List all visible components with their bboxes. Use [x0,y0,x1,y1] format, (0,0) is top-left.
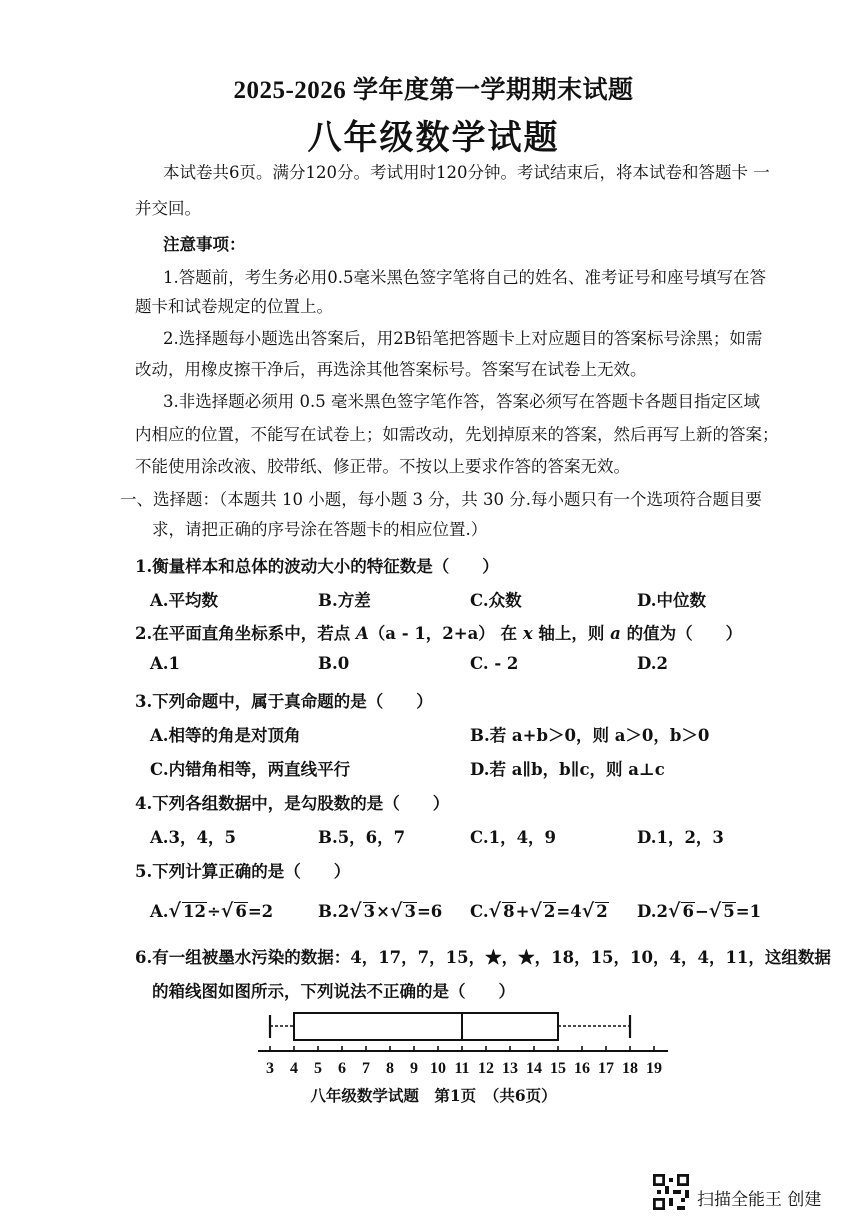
note-3b: 内相应的位置，不能写在试卷上；如需改动，先划掉原来的答案，然后再写上新的答案； [135,425,779,444]
axis-tick-label: 3 [266,1060,274,1077]
axis-tick-label: 15 [550,1060,566,1077]
question-6-line-2: 的箱线图如图所示，下列说法不正确的是（ ） [152,982,515,1001]
q3-option-b: B.若 a+b＞0，则 a＞0，b＞0 [470,726,710,745]
q5-option-d: D.2√ 6−√ 5=1 [637,900,762,922]
note-1b: 题卡和试卷规定的位置上。 [135,297,333,316]
q4-option-c: C.1，4，9 [470,828,557,847]
intro-line-2: 并交回。 [135,199,201,218]
intro-line-1: 本试卷共6页。满分120分。考试用时120分钟。考试结束后，将本试卷和答题卡 一 [163,163,770,182]
question-4-stem: 4.下列各组数据中，是勾股数的是（ ） [135,794,450,813]
q3-option-d: D.若 a∥b，b∥c，则 a⊥c [470,760,665,779]
note-2a: 2.选择题每小题选出答案后，用2B铅笔把答题卡上对应题目的答案标号涂黑；如需 [163,329,763,348]
axis-tick-label: 19 [646,1060,662,1077]
box-plot [250,1005,690,1083]
axis-tick-label: 12 [478,1060,494,1077]
q1-option-c: C.众数 [470,591,522,610]
q3-option-a: A.相等的角是对顶角 [150,726,301,745]
question-1-stem: 1.衡量样本和总体的波动大小的特征数是（ ） [135,557,499,576]
q5-option-b: B.2√ 3×√ 3=6 [318,900,443,922]
axis-tick-label: 9 [410,1060,418,1077]
question-3-stem: 3.下列命题中，属于真命题的是（ ） [135,692,433,711]
axis-tick-label: 18 [622,1060,638,1077]
q2-option-a: A.1 [150,654,181,673]
axis-tick-label: 6 [338,1060,346,1077]
notes-heading: 注意事项： [163,235,246,254]
question-2-stem: 2.在平面直角坐标系中，若点 A（a - 1，2+a） 在 x 轴上，则 a 的值为（ ） [135,624,743,643]
section-heading-line-1: 一、选择题：（本题共 10 小题，每小题 3 分，共 30 分.每小题只有一个选项符合题目要 [120,490,762,509]
question-5-stem: 5.下列计算正确的是（ ） [135,862,351,881]
q3-option-c: C.内错角相等，两直线平行 [150,760,351,779]
axis-tick-label: 17 [598,1060,614,1077]
q1-option-b: B.方差 [318,591,371,610]
qr-code-icon [653,1174,689,1210]
axis-tick-label: 10 [430,1060,446,1077]
axis-tick-label: 8 [386,1060,394,1077]
q4-option-a: A.3，4，5 [150,828,236,847]
axis-tick-label: 4 [290,1060,298,1077]
q5-option-c: C.√ 8+√ 2=4√ 2 [470,900,608,922]
axis-tick-label: 7 [362,1060,370,1077]
exam-title: 2025-2026 学年度第一学期期末试题 [233,77,634,104]
page-footer: 八年级数学试题 第1页 （共6页） [310,1086,557,1105]
q5-option-a: A.√ 12÷√ 6=2 [150,900,274,922]
axis-tick-label: 5 [314,1060,322,1077]
q4-option-d: D.1，2，3 [637,828,724,847]
axis-tick-label: 16 [574,1060,590,1077]
axis-tick-label: 14 [526,1060,542,1077]
note-3c: 不能使用涂改液、胶带纸、修正带。不按以上要求作答的答案无效。 [135,457,630,476]
q2-option-b: B.0 [318,654,350,673]
note-1a: 1.答题前，考生务必用0.5毫米黑色签字笔将自己的姓名、准考证号和座号填写在答 [163,268,766,287]
q1-option-a: A.平均数 [150,591,219,610]
question-6-line-1: 6.有一组被墨水污染的数据：4，17，7，15，★，★，18，15，10，4，4，11，这组数据 [135,948,831,967]
q2-option-d: D.2 [637,654,668,673]
note-3a: 3.非选择题必须用 0.5 毫米黑色签字笔作答，答案必须写在答题卡各题目指定区域 [163,392,760,411]
q1-option-d: D.中位数 [637,591,706,610]
axis-tick-label: 13 [502,1060,518,1077]
exam-subtitle: 八年级数学试题 [307,118,560,158]
note-2b: 改动，用橡皮擦干净后，再选涂其他答案标号。答案写在试卷上无效。 [135,360,647,379]
section-heading-line-2: 求，请把正确的序号涂在答题卡的相应位置.） [152,520,488,539]
box-body [294,1013,558,1040]
q4-option-b: B.5，6，7 [318,828,406,847]
axis-tick-label: 11 [454,1060,470,1077]
scanner-watermark: 扫描全能王 创建 [697,1190,822,1210]
q2-option-c: C. - 2 [470,654,519,673]
